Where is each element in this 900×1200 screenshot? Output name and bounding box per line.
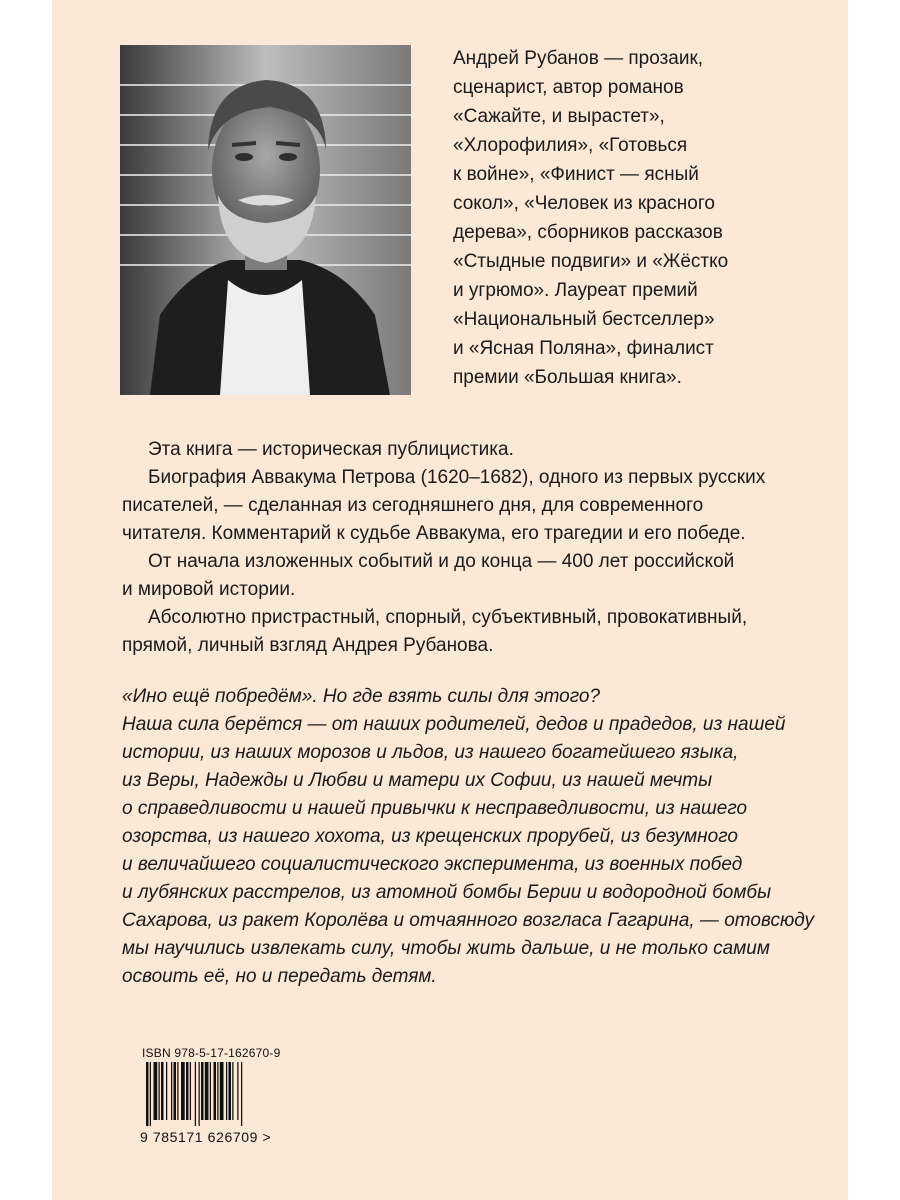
barcode-digits: 9 785171 626709 > [140, 1129, 272, 1144]
barcode-bar [150, 1062, 151, 1126]
bio-line: «Сажайте, и вырастет», [453, 106, 665, 127]
barcode-bar [195, 1062, 196, 1126]
barcode-bar [174, 1062, 177, 1120]
bio-line: сокол», «Человек из красного [453, 193, 715, 214]
bio-line: дерева», сборников рассказов [453, 222, 723, 243]
quote-line: и лубянских расстрелов, из атомной бомбы Берии и водородной бомбы [122, 882, 772, 903]
quote-line: освоить её, но и передать детям. [122, 966, 437, 987]
quote-line: «Ино ещё побредём». Но где взять силы для этого? [122, 686, 601, 707]
description-line: писателей, — сделанная из сегодняшнего дня, для современного [122, 495, 704, 516]
bio-line: «Национальный бестселлер» [453, 309, 715, 330]
barcode-bar [171, 1062, 172, 1120]
book-description [122, 436, 802, 660]
barcode-bar [166, 1062, 167, 1120]
barcode-bar [159, 1062, 160, 1120]
description-line: От начала изложенных событий и до конца — 400 лет российской [148, 551, 735, 572]
description-line: читателя. Комментарий к судьбе Аввакума, его трагедии и его победе. [122, 523, 746, 544]
quote-line: и величайшего социалистического эксперимента, из военных побед [122, 854, 743, 875]
quote-line: истории, из наших морозов и льдов, из нашего богатейшего языка, [122, 742, 739, 763]
barcode-bar [232, 1062, 233, 1120]
bio-line: «Хлорофилия», «Готовься [453, 135, 688, 156]
barcode-bar [229, 1062, 232, 1120]
quote-line: из Веры, Надежды и Любви и матери их Софии, из нашей мечты [122, 770, 713, 791]
author-photo-image [120, 45, 411, 395]
barcode-image [138, 1062, 298, 1144]
barcode-bar [186, 1062, 189, 1120]
description-line: Биография Аввакума Петрова (1620–1682), одного из первых русских [148, 467, 766, 488]
description-line: Абсолютно пристрастный, спорный, субъективный, провокативный, [148, 607, 748, 628]
bio-line: сценарист, автор романов [453, 77, 684, 98]
barcode-bar [220, 1062, 224, 1120]
barcode-bar [217, 1062, 218, 1120]
description-line: и мировой истории. [122, 579, 296, 600]
barcode-bar [241, 1062, 242, 1126]
author-bio [453, 44, 753, 392]
barcode-bar [161, 1062, 164, 1120]
bio-line: Андрей Рубанов — прозаик, [453, 48, 704, 69]
barcode-bar [214, 1062, 217, 1120]
barcode-bar [177, 1062, 178, 1120]
barcode-bar [210, 1062, 211, 1120]
description-line: Эта книга — историческая публицистика. [148, 439, 514, 460]
book-quote [122, 683, 822, 991]
barcode-bar [181, 1062, 185, 1120]
barcode-bar [201, 1062, 204, 1120]
barcode-bar [190, 1062, 191, 1120]
quote-line: Наша сила берётся — от наших родителей, дедов и прадедов, из нашей [122, 714, 786, 735]
isbn-label: ISBN 978-5-17-162670-9 [142, 1046, 281, 1060]
quote-line: озорства, из нашего хохота, из крещенских прорубей, из безумного [122, 826, 738, 847]
barcode-bar [154, 1062, 158, 1120]
bio-line: к войне», «Финист — ясный [453, 164, 699, 185]
barcode-bar [237, 1062, 238, 1120]
quote-line: о справедливости и нашей привычки к несправедливости, из нашего [122, 798, 748, 819]
barcode-bar [205, 1062, 209, 1120]
author-photo [120, 45, 411, 395]
bio-line: «Стыдные подвиги» и «Жёстко [453, 251, 729, 272]
quote-line: мы научились извлекать силу, чтобы жить дальше, и не только самим [122, 938, 770, 959]
barcode-bar [146, 1062, 149, 1126]
barcode [138, 1062, 298, 1144]
description-line: прямой, личный взгляд Андрея Рубанова. [122, 635, 494, 656]
quote-line: Сахарова, из ракет Королёва и отчаянного возгласа Гагарина, — отовсюду [122, 910, 815, 931]
bio-line: и угрюмо». Лауреат премий [453, 280, 698, 301]
bio-line: премии «Большая книга». [453, 367, 682, 388]
bio-line: и «Ясная Поляна», финалист [453, 338, 714, 359]
barcode-bar [226, 1062, 227, 1120]
barcode-bar [199, 1062, 200, 1126]
